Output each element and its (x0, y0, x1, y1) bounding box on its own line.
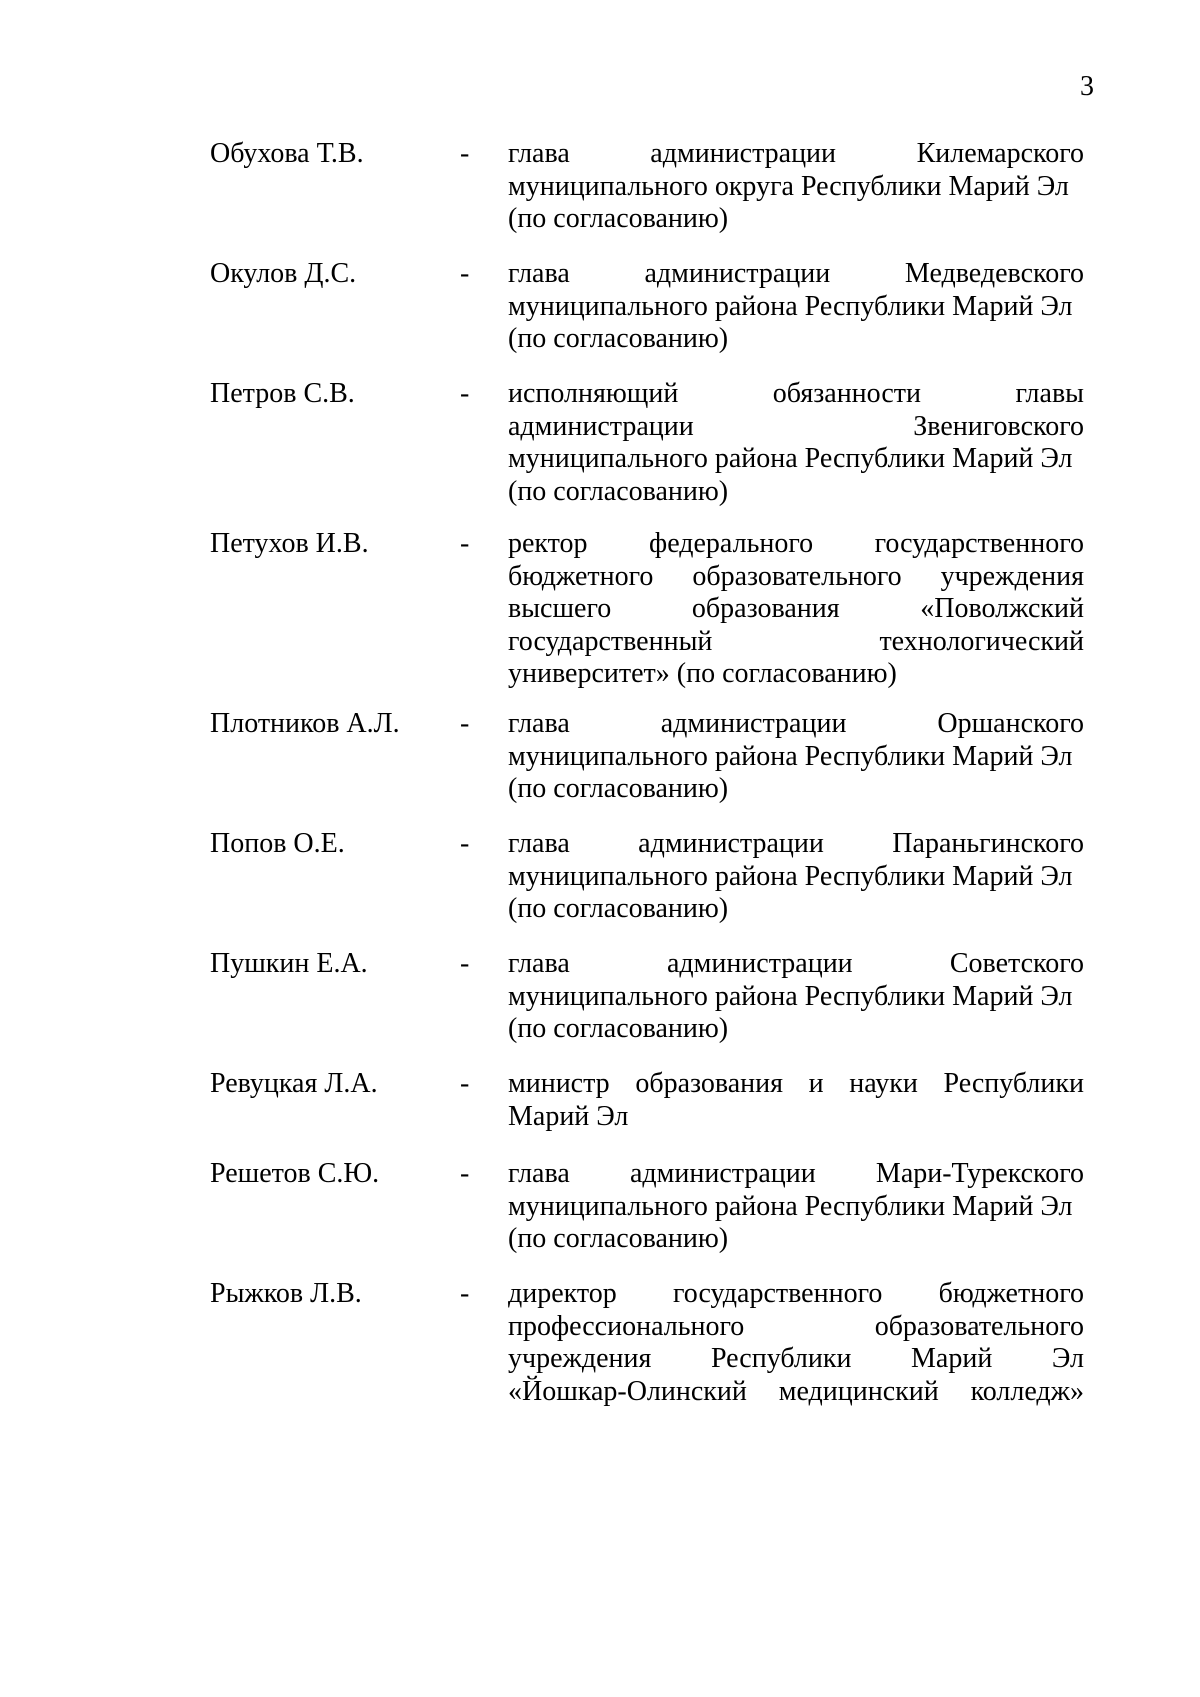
position-word: администрации (650, 138, 837, 169)
position-word: муниципального округа Республики Марий Эл (508, 170, 1069, 202)
position-word: Параньгинского (892, 828, 1084, 859)
position-word: исполняющий (508, 378, 679, 409)
position-word: администрации (660, 708, 847, 739)
dash-separator: - (460, 708, 470, 739)
member-position (508, 708, 1084, 806)
position-word: бюджетного (938, 1278, 1084, 1309)
position-word: образовательного (692, 560, 902, 592)
position-word: глава (508, 1158, 570, 1189)
position-word: ректор (508, 528, 588, 559)
member-position (508, 1278, 1084, 1408)
position-line (508, 658, 1084, 691)
member-position (508, 378, 1084, 508)
member-name: Обухова Т.В. (210, 138, 364, 169)
position-word: образовательного (874, 1310, 1084, 1342)
position-word: (по согласованию) (508, 1013, 729, 1045)
position-word: Медведевского (904, 258, 1084, 289)
position-line (508, 323, 1084, 356)
position-word: «Йошкар-Олинский (508, 1375, 747, 1407)
member-name: Пушкин Е.А. (210, 948, 368, 979)
position-line (508, 1191, 1084, 1224)
position-line (508, 1311, 1084, 1344)
position-word: (по согласованию) (508, 773, 729, 805)
position-word: администрации (629, 1158, 816, 1189)
position-word: Республики (710, 1343, 852, 1375)
position-word: директор (508, 1278, 617, 1309)
position-word: (по согласованию) (508, 203, 729, 235)
position-line (508, 476, 1084, 509)
position-word: министр (508, 1068, 610, 1099)
member-name: Окулов Д.С. (210, 258, 357, 289)
member-name: Петухов И.В. (210, 528, 369, 559)
dash-separator: - (460, 378, 470, 409)
position-line (508, 1068, 1084, 1101)
position-word: Республики (943, 1068, 1084, 1099)
position-word: образования (691, 593, 840, 625)
position-line (508, 443, 1084, 476)
position-word: администрации (508, 410, 694, 442)
position-word: учреждения (508, 1343, 652, 1375)
position-line (508, 593, 1084, 626)
dash-separator: - (460, 528, 470, 559)
position-word: университет» (по согласованию) (508, 658, 897, 690)
position-line (508, 291, 1084, 324)
position-word: науки (849, 1068, 918, 1099)
position-line (508, 378, 1084, 411)
member-name: Рыжков Л.В. (210, 1278, 362, 1309)
position-line (508, 828, 1084, 861)
position-line (508, 948, 1084, 981)
position-line (508, 773, 1084, 806)
member-position (508, 828, 1084, 926)
member-position (508, 948, 1084, 1046)
member-position (508, 528, 1084, 691)
position-word: Мари-Турекского (875, 1158, 1084, 1189)
position-line (508, 1101, 1084, 1134)
position-line (508, 1343, 1084, 1376)
position-word: Оршанского (937, 708, 1084, 739)
position-word: профессионального (508, 1310, 745, 1342)
position-word: муниципального района Республики Марий Эл (508, 740, 1073, 772)
position-word: Марий (911, 1343, 993, 1375)
position-word: муниципального района Республики Марий Эл (508, 290, 1073, 322)
position-word: (по согласованию) (508, 893, 729, 925)
position-line (508, 171, 1084, 204)
position-line (508, 1013, 1084, 1046)
position-line (508, 626, 1084, 659)
position-line (508, 1278, 1084, 1311)
position-word: высшего (508, 593, 612, 625)
position-word: муниципального района Республики Марий Эл (508, 860, 1073, 892)
position-word: и (808, 1068, 824, 1099)
position-word: муниципального района Республики Марий Эл (508, 443, 1073, 475)
position-word: глава (508, 708, 570, 739)
position-line (508, 528, 1084, 561)
position-line (508, 861, 1084, 894)
dash-separator: - (460, 1158, 470, 1189)
position-word: глава (508, 948, 570, 979)
position-line (508, 741, 1084, 774)
member-name: Плотников А.Л. (210, 708, 400, 739)
position-word: Марий Эл (508, 1100, 629, 1132)
position-word: обязанности (772, 378, 922, 409)
dash-separator: - (460, 828, 470, 859)
position-line (508, 258, 1084, 291)
position-word: главы (1015, 378, 1084, 409)
dash-separator: - (460, 138, 470, 169)
position-line (508, 1223, 1084, 1256)
position-word: администрации (638, 828, 824, 859)
position-word: государственного (874, 528, 1084, 559)
position-word: государственный (508, 625, 713, 657)
position-word: государственного (673, 1278, 883, 1309)
member-name: Петров С.В. (210, 378, 355, 409)
dash-separator: - (460, 258, 470, 289)
position-word: «Поволжский (920, 593, 1084, 625)
position-word: (по согласованию) (508, 1223, 729, 1255)
member-position (508, 1068, 1084, 1133)
position-word: образования (635, 1068, 784, 1099)
position-word: (по согласованию) (508, 323, 729, 355)
member-position (508, 258, 1084, 356)
position-word: администрации (666, 948, 853, 979)
position-word: муниципального района Республики Марий Эл (508, 1190, 1073, 1222)
position-word: колледж» (970, 1375, 1084, 1407)
position-line (508, 1376, 1084, 1409)
position-line (508, 561, 1084, 594)
position-line (508, 138, 1084, 171)
position-word: Килемарского (916, 138, 1084, 169)
position-word: учреждения (940, 560, 1084, 592)
position-line (508, 981, 1084, 1014)
position-word: Эл (1051, 1343, 1084, 1375)
position-line (508, 411, 1084, 444)
dash-separator: - (460, 1278, 470, 1309)
position-word: бюджетного (508, 560, 654, 592)
position-word: (по согласованию) (508, 475, 729, 507)
position-line (508, 1158, 1084, 1191)
position-line (508, 708, 1084, 741)
member-position (508, 138, 1084, 236)
position-word: Советского (949, 948, 1084, 979)
position-word: Звениговского (913, 410, 1084, 442)
position-word: муниципального района Республики Марий Эл (508, 980, 1073, 1012)
position-word: глава (508, 258, 570, 289)
position-word: медицинский (778, 1375, 939, 1407)
dash-separator: - (460, 1068, 470, 1099)
position-word: технологический (879, 625, 1084, 657)
position-line (508, 203, 1084, 236)
position-word: глава (508, 828, 570, 859)
member-name: Ревуцкая Л.А. (210, 1068, 378, 1099)
member-position (508, 1158, 1084, 1256)
position-word: глава (508, 138, 570, 169)
position-word: администрации (644, 258, 831, 289)
member-name: Решетов С.Ю. (210, 1158, 380, 1189)
position-line (508, 893, 1084, 926)
member-name: Попов О.Е. (210, 828, 345, 859)
position-word: федерального (649, 528, 814, 559)
dash-separator: - (460, 948, 470, 979)
page-number: 3 (1080, 71, 1094, 102)
